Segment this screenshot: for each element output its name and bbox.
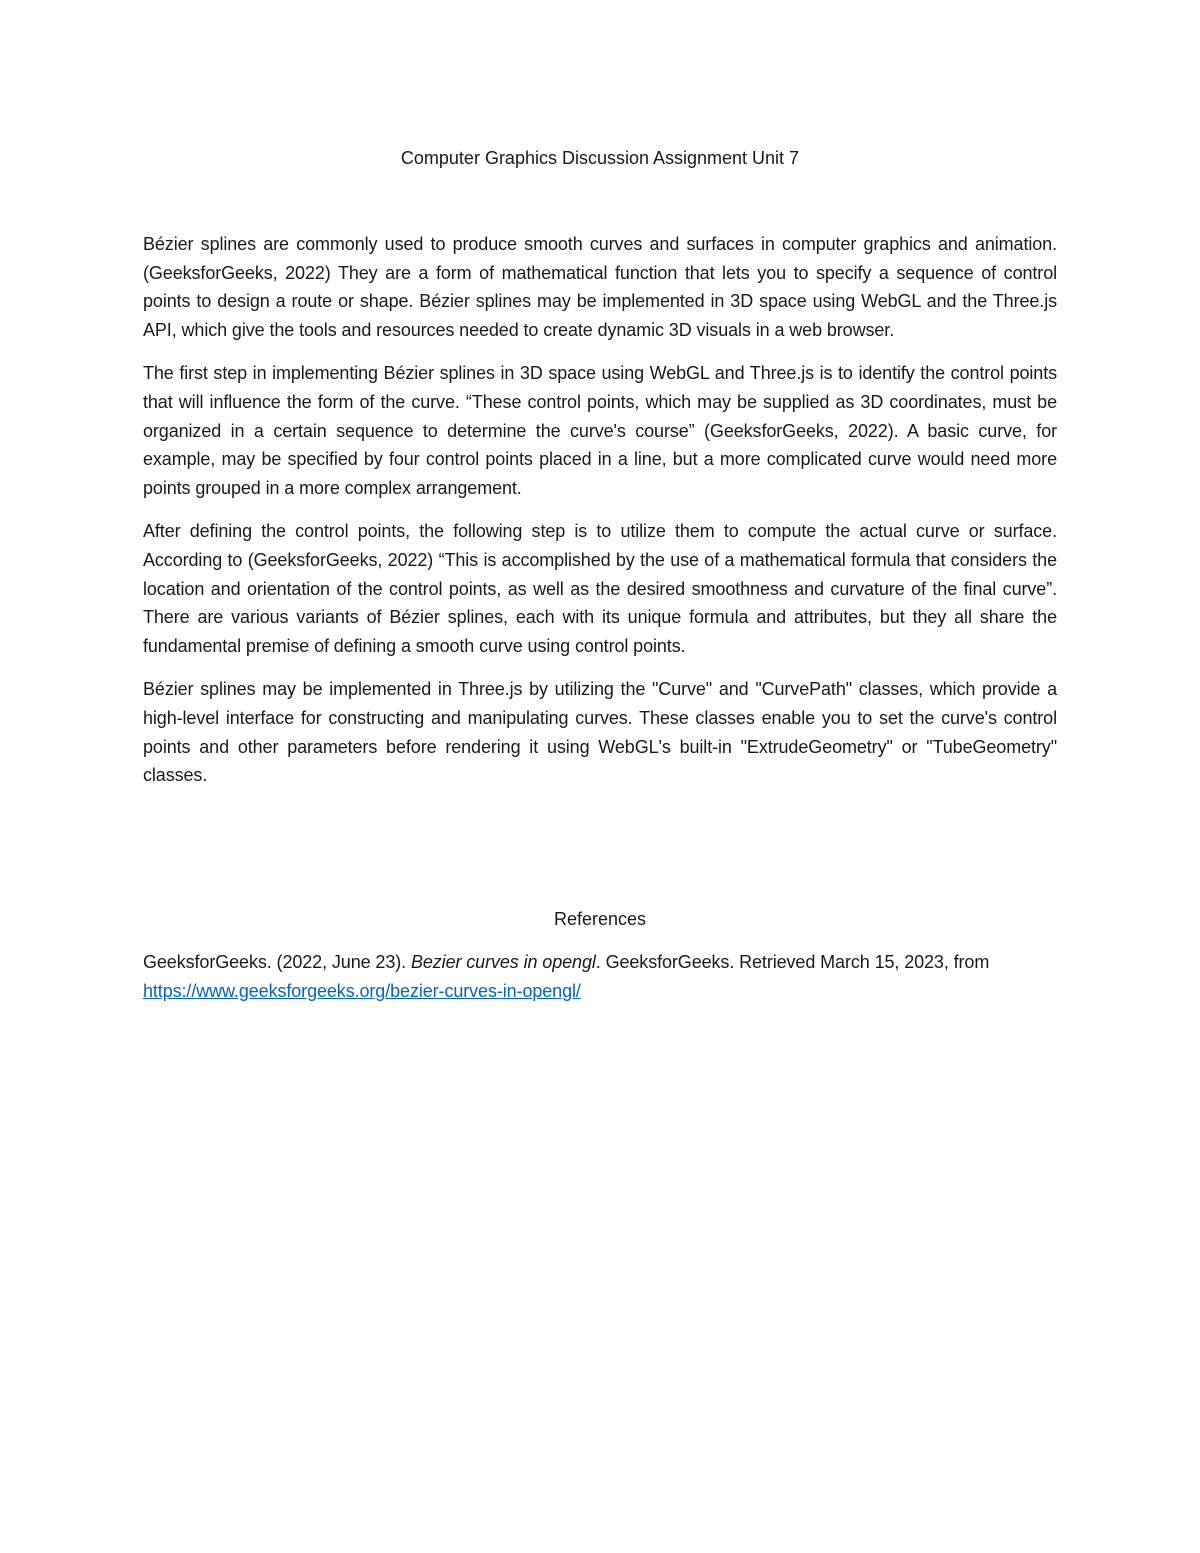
document-title: Computer Graphics Discussion Assignment Unit 7 xyxy=(400,148,800,168)
references-heading: References xyxy=(553,909,647,929)
paragraph-intro: Bézier splines are commonly used to produce smooth curves and surfaces in computer graphics and animation. (GeeksforGeeks, 2022) They are a form of mathematical function that lets you to specify a sequence of control points to design a route or shape. Bézier splines may be implemented in 3D space using WebGL and the Three.js API, which give the tools and resources needed to create dynamic 3D visuals in a web browser. xyxy=(143,234,1057,341)
paragraph-compute-curve: After defining the control points, the following step is to utilize them to compute the actual curve or surface. According to (GeeksforGeeks, 2022) “This is accomplished by the use of a mathematical formula that considers the location and orientation of the control points, as well as the desired smoothness and curvature of the final curve”. There are various variants of Bézier splines, each with its unique formula and attributes, but they all share the fundamental premise of defining a smooth curve using control points. xyxy=(143,521,1057,657)
reference-title: Bezier curves in opengl xyxy=(410,952,596,972)
paragraph-control-points: The first step in implementing Bézier splines in 3D space using WebGL and Three.js is to identify the control points that will influence the form of the curve. “These control points, which may be supplied as 3D coordinates, must be organized in a certain sequence to determine the curve's course” (GeeksforGeeks, 2022). A basic curve, for example, may be specified by four control points placed in a line, but a more complicated curve would need more points grouped in a more complex arrangement. xyxy=(143,363,1057,499)
reference-author-date: GeeksforGeeks. (2022, June 23). xyxy=(143,952,411,972)
reference-publisher: . GeeksforGeeks. Retrieved March 15, 2023, from xyxy=(595,952,990,972)
paragraph-threejs-classes: Bézier splines may be implemented in Three.js by utilizing the "Curve" and "CurvePath" classes, which provide a high-level interface for constructing and manipulating curves. These classes enable you to set the curve's control points and other parameters before rendering it using WebGL's built-in "ExtrudeGeometry" or "TubeGeometry" classes. xyxy=(143,679,1057,786)
document-body xyxy=(143,230,1057,805)
reference-link[interactable]: https://www.geeksforgeeks.org/bezier-curves-in-opengl/ xyxy=(143,980,581,1001)
reference-entry xyxy=(143,948,1057,1005)
